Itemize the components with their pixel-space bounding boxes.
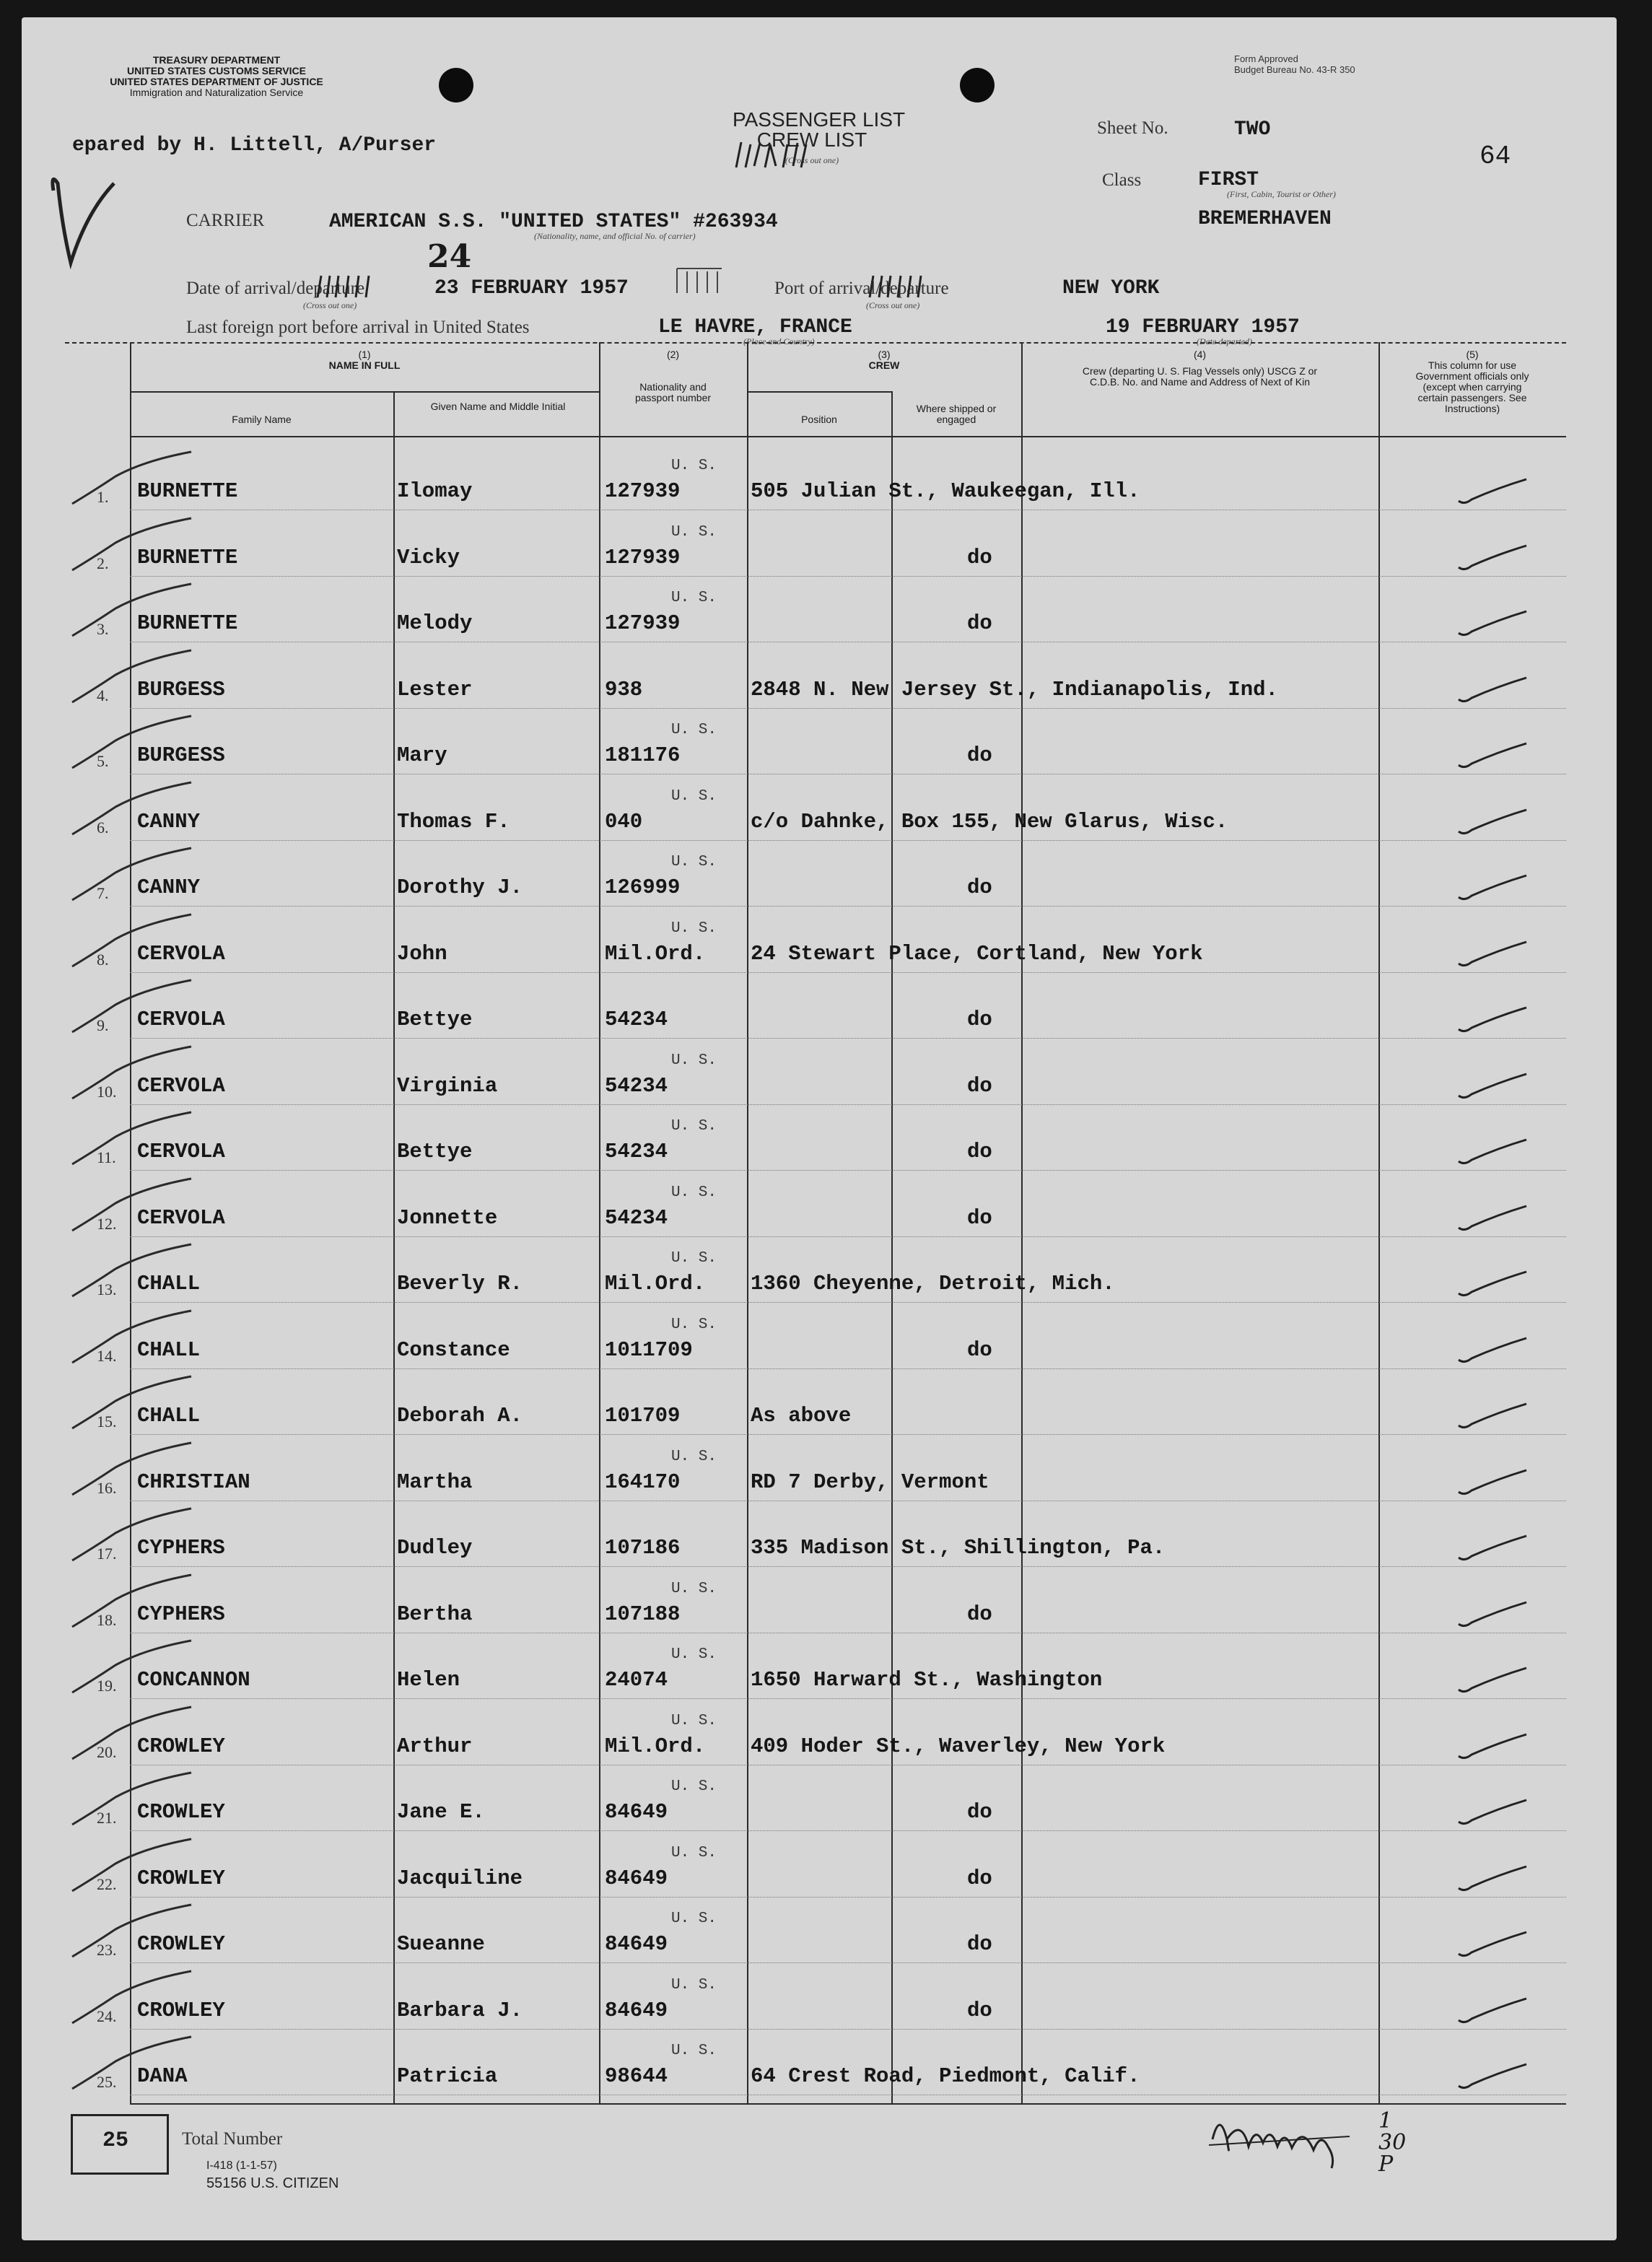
next-of-kin-address: c/o Dahnke, Box 155, New Glarus, Wisc. <box>751 810 1228 834</box>
passport-number: 101709 <box>605 1404 681 1428</box>
family-check-mark <box>65 1372 202 1437</box>
row-number: 5. <box>97 752 109 770</box>
form-code: 55156 U.S. CITIZEN <box>206 2175 339 2191</box>
family-name: CERVOLA <box>137 1206 225 1230</box>
nationality: U. S. <box>671 590 717 606</box>
row-number: 19. <box>97 1677 117 1695</box>
nationality: U. S. <box>671 1184 717 1201</box>
given-name: Jonnette <box>397 1206 498 1230</box>
address-ditto: do <box>967 1206 992 1230</box>
nationality: U. S. <box>671 1713 717 1729</box>
family-check-mark <box>65 1108 202 1173</box>
next-of-kin-address: As above <box>751 1404 852 1428</box>
official-check-mark <box>1454 1598 1534 1634</box>
approval-block <box>1234 53 1355 75</box>
family-name: CROWLEY <box>137 1932 225 1956</box>
last-port-note: (Place and Country) <box>743 336 815 346</box>
cross-out-note: (Cross out one) <box>785 155 839 165</box>
col1-title: NAME IN FULL <box>328 359 401 371</box>
nationality: U. S. <box>671 2043 717 2059</box>
given-name: Lester <box>397 678 473 702</box>
given-name: Melody <box>397 611 473 635</box>
row-guide-line <box>130 2029 1566 2030</box>
signature-note: 1 30 P <box>1378 2108 1407 2177</box>
passport-number: 127939 <box>605 479 681 503</box>
row-number: 4. <box>97 686 109 704</box>
official-check-mark <box>1454 739 1534 775</box>
row-number: 21. <box>97 1809 117 1827</box>
prepared-by: epared by H. Littell, A/Purser <box>72 134 437 157</box>
row-guide-line <box>130 1830 1566 1831</box>
given-name: Vicky <box>397 546 460 569</box>
nationality: U. S. <box>671 788 717 805</box>
address-ditto: do <box>967 1074 992 1098</box>
family-name: BURGESS <box>137 743 225 767</box>
row-number: 10. <box>97 1083 117 1101</box>
carrier-label: CARRIER <box>186 211 265 230</box>
row-number: 11. <box>97 1148 116 1166</box>
col4-number: (4) <box>1193 349 1207 360</box>
form-id: I-418 (1-1-57) <box>206 2160 277 2172</box>
last-port-label: Last foreign port before arrival in United States <box>186 318 530 337</box>
passport-number: 127939 <box>605 546 681 569</box>
passport-number: Mil.Ord. <box>605 1734 706 1758</box>
nationality: U. S. <box>671 920 717 937</box>
next-of-kin-address: 409 Hoder St., Waverley, New York <box>751 1734 1166 1758</box>
given-name: Bettye <box>397 1140 473 1163</box>
nationality: U. S. <box>671 458 717 474</box>
row-number: 14. <box>97 1347 117 1365</box>
class-note: (First, Cabin, Tourist or Other) <box>1227 189 1336 199</box>
passport-number: 54234 <box>605 1206 668 1230</box>
family-name: CYPHERS <box>137 1602 225 1626</box>
row-guide-line <box>130 972 1566 973</box>
col4-title: Crew (departing U. S. Flag Vessels only) USCG Z or C.D.B. No. and Name and Address of Next of Kin <box>1082 365 1318 388</box>
row-number: 17. <box>97 1545 117 1563</box>
next-of-kin-address: 24 Stewart Place, Cortland, New York <box>751 942 1203 966</box>
crew-subheader-divider <box>747 391 891 393</box>
family-name: BURNETTE <box>137 479 238 503</box>
family-name: CERVOLA <box>137 942 225 966</box>
row-number: 2. <box>97 554 109 572</box>
official-check-mark <box>1454 1399 1534 1436</box>
row-number: 9. <box>97 1016 109 1034</box>
passport-number: 54234 <box>605 1074 668 1098</box>
family-check-mark <box>65 1835 202 1900</box>
arrival-day-handwritten: 24 <box>427 238 472 275</box>
official-check-mark <box>1454 1994 1534 2030</box>
address-ditto: do <box>967 875 992 899</box>
family-name: CHRISTIAN <box>137 1470 250 1494</box>
family-check-mark <box>65 1174 202 1239</box>
arrival-strikeout <box>314 273 379 302</box>
row-number: 20. <box>97 1743 117 1761</box>
row-guide-line <box>130 1897 1566 1898</box>
title-strikeout <box>733 139 834 175</box>
passport-number: 24074 <box>605 1668 668 1692</box>
col-divider-position-shipped <box>891 391 893 2103</box>
family-check-mark <box>65 514 202 579</box>
address-ditto: do <box>967 1866 992 1890</box>
address-ditto: do <box>967 1008 992 1031</box>
agency-block <box>61 55 372 98</box>
nationality: U. S. <box>671 524 717 541</box>
nationality: U. S. <box>671 1250 717 1267</box>
row-guide-line <box>130 1038 1566 1039</box>
page-number: 64 <box>1480 141 1511 171</box>
family-check-mark <box>65 1703 202 1768</box>
next-of-kin-address: 2848 N. New Jersey St., Indianapolis, Ind. <box>751 678 1278 702</box>
family-name: BURNETTE <box>137 611 238 635</box>
passport-number: 1011709 <box>605 1338 693 1362</box>
row-number: 8. <box>97 951 109 969</box>
family-check-mark <box>65 778 202 843</box>
family-check-mark <box>65 2032 202 2097</box>
official-check-mark <box>1454 871 1534 907</box>
row-guide-line <box>130 1962 1566 1963</box>
row-guide-line <box>130 1302 1566 1303</box>
inspector-signature <box>1205 2096 1378 2175</box>
col1-header <box>130 349 599 371</box>
col3-title: CREW <box>868 359 900 371</box>
row-number: 15. <box>97 1412 117 1431</box>
address-ditto: do <box>967 1800 992 1824</box>
official-check-mark <box>1454 1334 1534 1370</box>
row-number: 22. <box>97 1875 117 1893</box>
total-label: Total Number <box>182 2129 283 2149</box>
row-number: 1. <box>97 488 109 506</box>
address-ditto: do <box>967 611 992 635</box>
table-header-divider <box>130 436 1566 437</box>
official-check-mark <box>1454 1135 1534 1171</box>
family-check-mark <box>65 844 202 909</box>
nationality: U. S. <box>671 1977 717 1994</box>
official-check-mark <box>1454 805 1534 842</box>
given-name: John <box>397 942 447 966</box>
passenger-list-sheet <box>22 17 1617 2240</box>
nationality: U. S. <box>671 1052 717 1069</box>
departed-value: 19 FEBRUARY 1957 <box>1106 316 1300 339</box>
row-number: 7. <box>97 884 109 902</box>
row-guide-line <box>130 840 1566 841</box>
col2-header <box>599 349 747 403</box>
nationality: U. S. <box>671 1449 717 1465</box>
official-check-mark <box>1454 607 1534 643</box>
family-check-mark <box>65 712 202 777</box>
passport-number: Mil.Ord. <box>605 1272 706 1296</box>
next-of-kin-address: 1360 Cheyenne, Detroit, Mich. <box>751 1272 1115 1296</box>
family-check-mark <box>65 1967 202 2032</box>
crew-list-title: CREW LIST <box>756 128 867 151</box>
family-name: CHALL <box>137 1404 201 1428</box>
given-name: Mary <box>397 743 447 767</box>
nationality: U. S. <box>671 1911 717 1927</box>
family-name: CYPHERS <box>137 1536 225 1560</box>
row-number: 25. <box>97 2073 117 2091</box>
col1-number: (1) <box>358 349 371 360</box>
family-name: CROWLEY <box>137 1999 225 2022</box>
official-check-mark <box>1454 2060 1534 2096</box>
margin-check-mark <box>43 169 123 277</box>
family-check-mark <box>65 1504 202 1569</box>
given-name: Constance <box>397 1338 510 1362</box>
row-guide-line <box>130 1434 1566 1435</box>
passport-number: 126999 <box>605 875 681 899</box>
arrival-value: 23 FEBRUARY 1957 <box>434 277 629 300</box>
given-name: Jane E. <box>397 1800 485 1824</box>
row-guide-line <box>130 576 1566 577</box>
official-check-mark <box>1454 1202 1534 1238</box>
next-of-kin-address: 505 Julian St., Waukeegan, Ill. <box>751 479 1140 503</box>
nationality: U. S. <box>671 854 717 870</box>
given-name: Dudley <box>397 1536 473 1560</box>
row-guide-line <box>130 1698 1566 1699</box>
given-name: Helen <box>397 1668 460 1692</box>
port-cross-note: (Cross out one) <box>866 300 920 310</box>
family-check-mark <box>65 580 202 645</box>
name-subheader-divider <box>130 391 599 393</box>
official-check-mark <box>1454 1070 1534 1106</box>
family-check-mark <box>65 1900 202 1965</box>
given-name: Deborah A. <box>397 1404 523 1428</box>
passport-number: 84649 <box>605 1999 668 2022</box>
row-number: 3. <box>97 620 109 638</box>
col1-given-header <box>426 401 570 412</box>
row-guide-line <box>130 1236 1566 1237</box>
family-check-mark <box>65 1571 202 1636</box>
agency-line: Immigration and Naturalization Service <box>129 87 304 98</box>
given-name: Patricia <box>397 2064 498 2088</box>
given-name: Sueanne <box>397 1932 485 1956</box>
arrival-cross-note: (Cross out one) <box>303 300 357 310</box>
given-name: Jacquiline <box>397 1866 523 1890</box>
family-check-mark <box>65 1042 202 1107</box>
family-name: CERVOLA <box>137 1140 225 1163</box>
official-check-mark <box>1454 1466 1534 1502</box>
family-check-mark <box>65 1240 202 1305</box>
class-value: FIRST <box>1198 169 1259 191</box>
punch-hole-right <box>960 68 995 102</box>
row-guide-line <box>130 1368 1566 1369</box>
row-number: 24. <box>97 2007 117 2025</box>
port-value: NEW YORK <box>1062 277 1160 300</box>
sheet-value: TWO <box>1234 118 1271 141</box>
col-divider-nat-crew <box>747 342 748 2103</box>
passport-number: 84649 <box>605 1866 668 1890</box>
given-name: Dorothy J. <box>397 875 523 899</box>
address-ditto: do <box>967 1140 992 1163</box>
nationality: U. S. <box>671 1845 717 1861</box>
col4-header <box>1021 349 1378 388</box>
given-name: Thomas F. <box>397 810 510 834</box>
official-check-mark <box>1454 1532 1534 1568</box>
col-divider-kin-official <box>1378 342 1380 2103</box>
col-divider-crew-kin <box>1021 342 1023 2103</box>
port-strikeout <box>866 273 931 302</box>
official-check-mark <box>1454 1730 1534 1766</box>
col3-header <box>747 349 1021 371</box>
address-ditto: do <box>967 743 992 767</box>
nationality: U. S. <box>671 722 717 738</box>
port-label: Port of arrival/departure <box>774 279 949 298</box>
given-name: Bettye <box>397 1008 473 1031</box>
family-name: CANNY <box>137 875 201 899</box>
col3-number: (3) <box>878 349 891 360</box>
given-name: Bertha <box>397 1602 473 1626</box>
next-of-kin-address: 1650 Harward St., Washington <box>751 1668 1103 1692</box>
col-divider-family-given <box>393 391 395 2103</box>
passport-number: 107188 <box>605 1602 681 1626</box>
passport-number: 84649 <box>605 1932 668 1956</box>
official-check-mark <box>1454 1796 1534 1832</box>
address-ditto: do <box>967 1932 992 1956</box>
row-number: 6. <box>97 818 109 837</box>
family-name: CERVOLA <box>137 1074 225 1098</box>
official-check-mark <box>1454 1003 1534 1039</box>
passport-number: 107186 <box>605 1536 681 1560</box>
row-guide-line <box>130 1566 1566 1567</box>
official-check-mark <box>1454 475 1534 511</box>
passport-number: 54234 <box>605 1008 668 1031</box>
given-name: Virginia <box>397 1074 498 1098</box>
row-number: 13. <box>97 1280 117 1298</box>
last-port-value: LE HAVRE, FRANCE <box>658 316 852 339</box>
passport-number: Mil.Ord. <box>605 942 706 966</box>
next-of-kin-address: 64 Crest Road, Piedmont, Calif. <box>751 2064 1140 2088</box>
row-number: 18. <box>97 1611 117 1629</box>
row-number: 16. <box>97 1479 117 1497</box>
family-name: CHALL <box>137 1272 201 1296</box>
total-value: 25 <box>102 2128 129 2153</box>
family-check-mark <box>65 1768 202 1833</box>
family-check-mark <box>65 910 202 975</box>
official-check-mark <box>1454 1928 1534 1964</box>
class-label: Class <box>1102 170 1142 190</box>
agency-line: UNITED STATES CUSTOMS SERVICE <box>127 65 306 77</box>
col3-position-header: Position <box>801 414 837 425</box>
departed-note: (Date departed) <box>1197 336 1252 346</box>
next-of-kin-address: RD 7 Derby, Vermont <box>751 1470 989 1494</box>
nationality: U. S. <box>671 1778 717 1795</box>
address-ditto: do <box>967 1602 992 1626</box>
official-check-mark <box>1454 673 1534 709</box>
family-check-mark <box>65 447 202 512</box>
official-check-mark <box>1454 1267 1534 1304</box>
col-divider-given-nat <box>599 342 600 2103</box>
approval-line: Budget Bureau No. 43-R 350 <box>1234 64 1355 75</box>
sheet-label: Sheet No. <box>1097 118 1168 138</box>
col1-given-label: Given Name and Middle Initial <box>430 401 566 412</box>
passport-number: 040 <box>605 810 643 834</box>
passport-number: 54234 <box>605 1140 668 1163</box>
address-ditto: do <box>967 1338 992 1362</box>
next-of-kin-address: 335 Madison St., Shillington, Pa. <box>751 1536 1166 1560</box>
family-name: CONCANNON <box>137 1668 250 1692</box>
col1-family-header: Family Name <box>232 414 292 425</box>
given-name: Ilomay <box>397 479 473 503</box>
col3-shipped-header <box>906 403 1007 425</box>
given-name: Beverly R. <box>397 1272 523 1296</box>
family-name: BURNETTE <box>137 546 238 569</box>
family-name: CANNY <box>137 810 201 834</box>
nationality: U. S. <box>671 1646 717 1663</box>
col2-number: (2) <box>666 349 680 360</box>
arrival-stamp-mark <box>671 261 729 297</box>
row-guide-line <box>130 1170 1566 1171</box>
family-check-mark <box>65 1306 202 1371</box>
col5-header <box>1378 349 1566 414</box>
agency-line: UNITED STATES DEPARTMENT OF JUSTICE <box>110 76 323 87</box>
given-name: Martha <box>397 1470 473 1494</box>
row-number: 23. <box>97 1941 117 1959</box>
family-check-mark <box>65 1636 202 1701</box>
given-name: Arthur <box>397 1734 473 1758</box>
nationality: U. S. <box>671 1581 717 1597</box>
col2-title: Nationality and passport number <box>634 381 712 403</box>
family-check-mark <box>65 976 202 1041</box>
approval-line: Form Approved <box>1234 53 1298 64</box>
table-top-border <box>65 342 1566 344</box>
col5-title: This column for use Government officials only (except when carrying certain passengers. See Instructions) <box>1415 359 1529 414</box>
class-port: BREMERHAVEN <box>1198 208 1332 230</box>
carrier-note: (Nationality, name, and official No. of carrier) <box>534 231 696 241</box>
nationality: U. S. <box>671 1118 717 1135</box>
arrival-label: Date of arrival/departure <box>186 279 365 298</box>
passport-number: 127939 <box>605 611 681 635</box>
passport-number: 98644 <box>605 2064 668 2088</box>
passport-number: 164170 <box>605 1470 681 1494</box>
official-check-mark <box>1454 1664 1534 1700</box>
passport-number: 84649 <box>605 1800 668 1824</box>
family-name: CERVOLA <box>137 1008 225 1031</box>
passport-number: 181176 <box>605 743 681 767</box>
row-number: 12. <box>97 1215 117 1233</box>
family-name: DANA <box>137 2064 188 2088</box>
nationality: U. S. <box>671 1316 717 1333</box>
passenger-list-title: PASSENGER LIST <box>733 108 906 131</box>
col3-shipped-label: Where shipped or engaged <box>916 403 997 425</box>
family-name: CHALL <box>137 1338 201 1362</box>
address-ditto: do <box>967 546 992 569</box>
carrier-value: AMERICAN S.S. "UNITED STATES" #263934 <box>329 211 778 233</box>
given-name: Barbara J. <box>397 1999 523 2022</box>
family-name: CROWLEY <box>137 1800 225 1824</box>
row-guide-line <box>130 906 1566 907</box>
family-check-mark <box>65 1438 202 1503</box>
agency-line: TREASURY DEPARTMENT <box>152 54 281 66</box>
family-name: CROWLEY <box>137 1734 225 1758</box>
official-check-mark <box>1454 1862 1534 1898</box>
row-guide-line <box>130 708 1566 709</box>
family-name: BURGESS <box>137 678 225 702</box>
family-check-mark <box>65 646 202 711</box>
official-check-mark <box>1454 541 1534 577</box>
address-ditto: do <box>967 1999 992 2022</box>
family-name: CROWLEY <box>137 1866 225 1890</box>
col5-number: (5) <box>1466 349 1479 360</box>
punch-hole-left <box>439 68 473 102</box>
official-check-mark <box>1454 938 1534 974</box>
row-guide-line <box>130 1104 1566 1105</box>
passport-number: 938 <box>605 678 643 702</box>
